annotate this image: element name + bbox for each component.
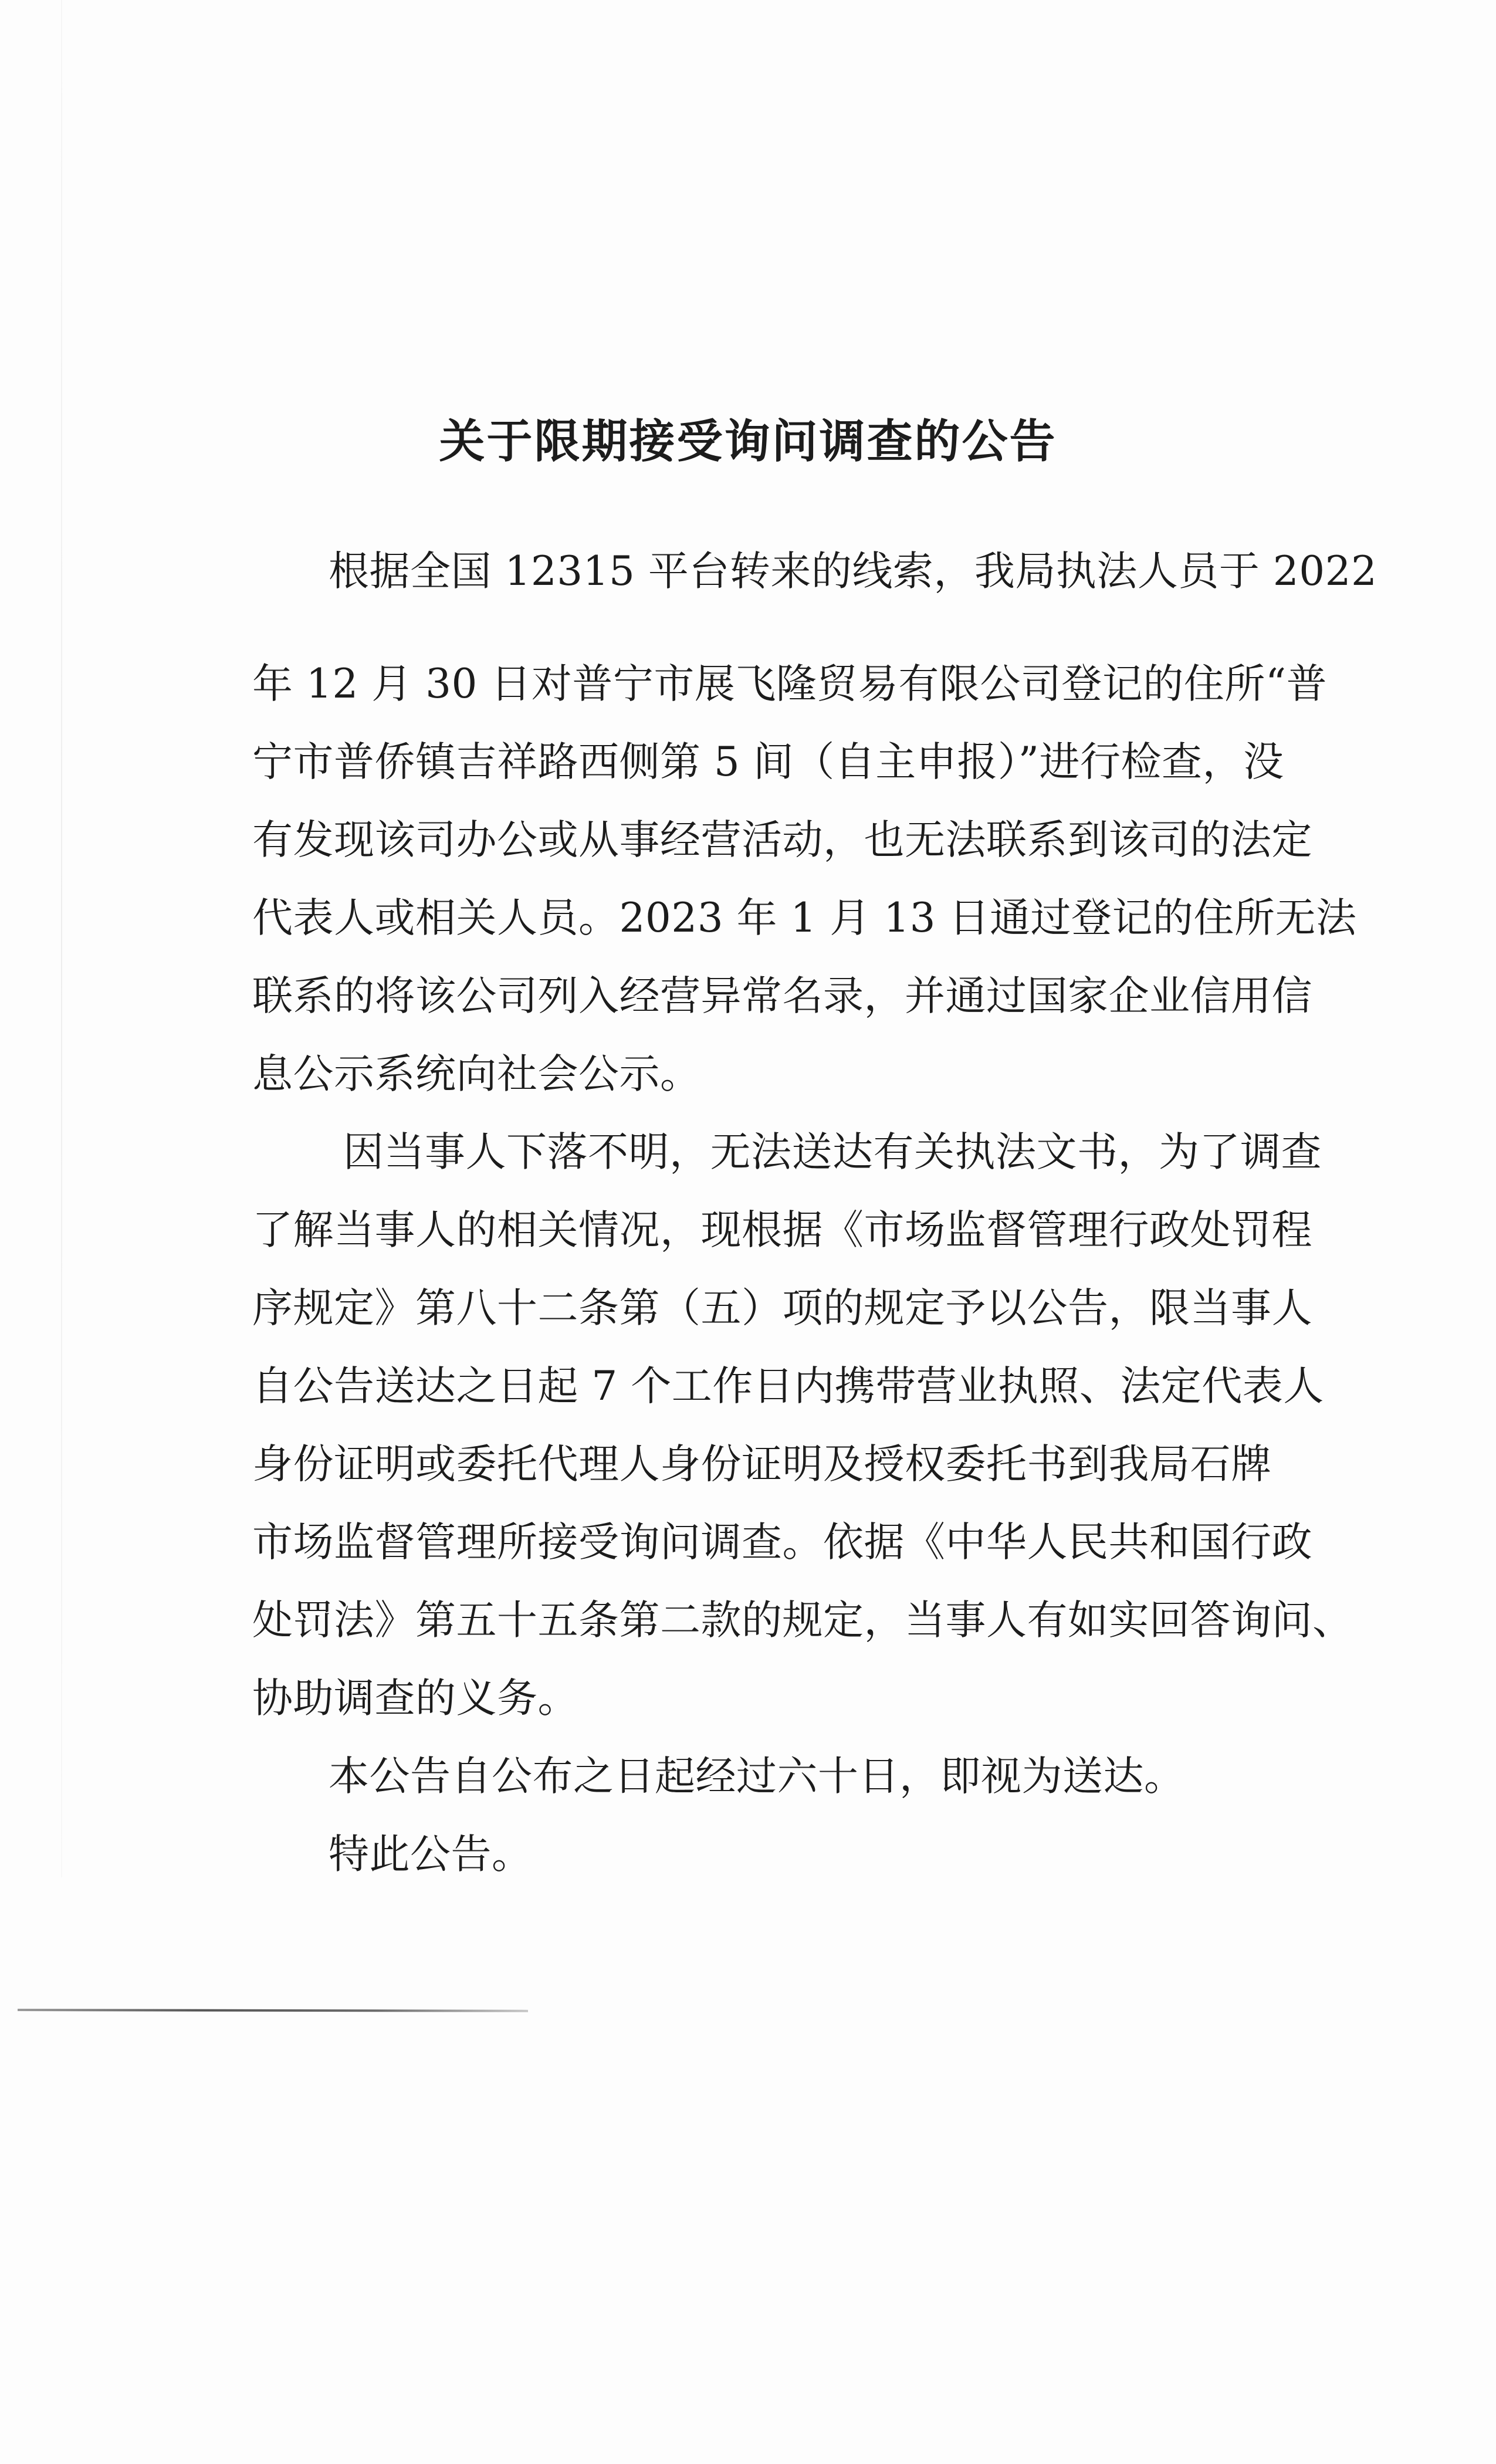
paragraph-1-line-4: 有发现该司办公或从事经营活动，也无法联系到该司的法定: [252, 817, 1312, 864]
paragraph-2-line-8: 协助调查的义务。: [252, 1675, 578, 1722]
paragraph-1-line-3: 宁市普侨镇吉祥路西侧第 5 间（自主申报）”进行检查，没: [252, 739, 1284, 786]
paragraph-1-line-2: 年 12 月 30 日对普宁市展飞隆贸易有限公司登记的住所“普: [252, 661, 1328, 708]
paragraph-2-line-3: 序规定》第八十二条第（五）项的规定予以公告，限当事人: [252, 1285, 1312, 1332]
paragraph-2-line-4: 自公告送达之日起 7 个工作日内携带营业执照、法定代表人: [252, 1363, 1324, 1410]
paragraph-2-line-5: 身份证明或委托代理人身份证明及授权委托书到我局石牌: [252, 1441, 1272, 1488]
paragraph-2-line-1: 因当事人下落不明，无法送达有关执法文书，为了调查: [343, 1129, 1322, 1176]
document-title: 关于限期接受询问调查的公告: [439, 415, 1057, 468]
paragraph-2-line-7: 处罚法》第五十五条第二款的规定，当事人有如实回答询问、: [252, 1597, 1353, 1644]
paragraph-1-line-6: 联系的将该公司列入经营异常名录，并通过国家企业信用信: [252, 973, 1312, 1020]
scan-divider-line: [18, 2009, 528, 2012]
paragraph-2-line-6: 市场监督管理所接受询问调查。依据《中华人民共和国行政: [252, 1519, 1312, 1566]
paragraph-1-line-1: 根据全国 12315 平台转来的线索，我局执法人员于 2022: [329, 548, 1377, 595]
paragraph-2-line-2: 了解当事人的相关情况，现根据《市场监督管理行政处罚程: [252, 1207, 1312, 1254]
scan-edge-shadow: [61, 0, 62, 1877]
paragraph-3-line-1: 本公告自公布之日起经过六十日，即视为送达。: [329, 1753, 1185, 1800]
paragraph-1-line-7: 息公示系统向社会公示。: [252, 1051, 701, 1098]
paragraph-1-line-5: 代表人或相关人员。2023 年 1 月 13 日通过登记的住所无法: [252, 895, 1357, 942]
closing-line: 特此公告。: [329, 1831, 533, 1878]
